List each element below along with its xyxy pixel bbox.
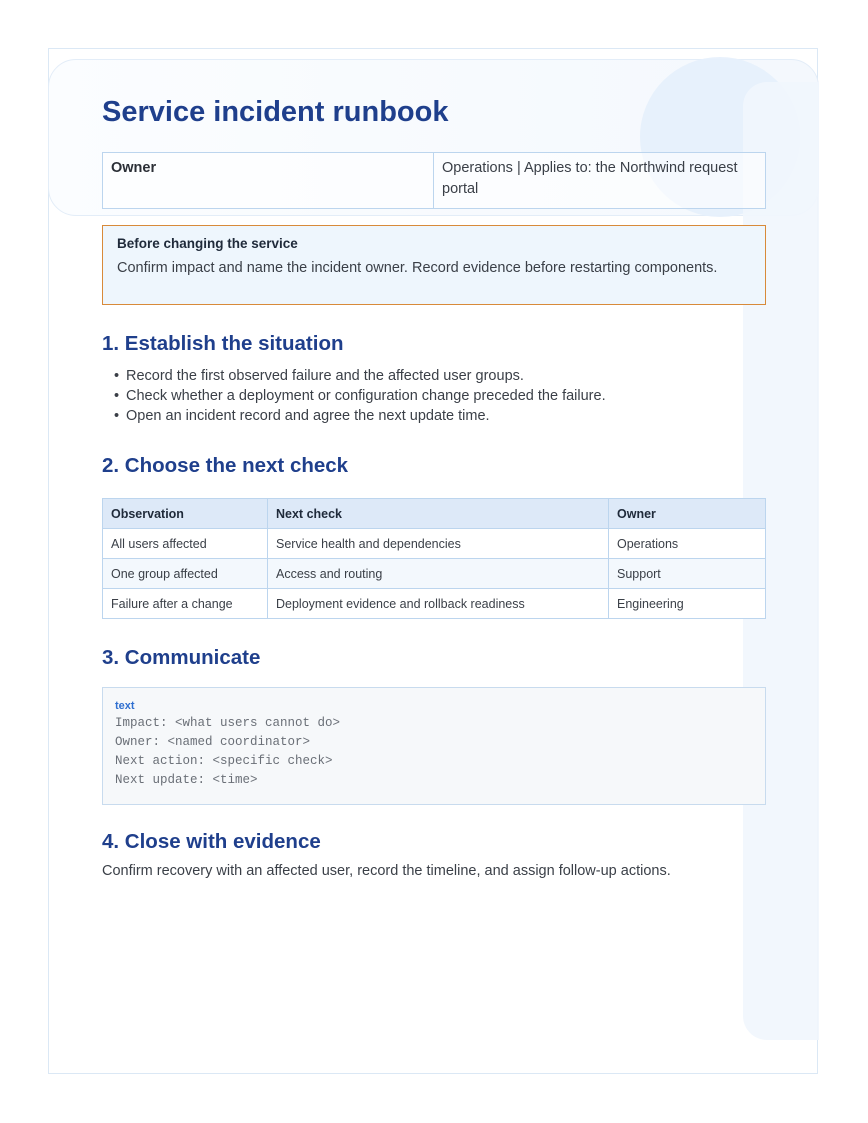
column-header-next-check: Next check xyxy=(268,499,609,529)
callout-title: Before changing the service xyxy=(117,236,298,251)
section-heading-choose: 2. Choose the next check xyxy=(102,454,349,477)
section-heading-close: 4. Close with evidence xyxy=(102,830,321,853)
code-block[interactable] xyxy=(102,687,766,805)
table-row xyxy=(103,559,766,589)
list-item: • Open an incident record and agree the next update time. xyxy=(126,406,606,426)
meta-table xyxy=(102,152,766,209)
table-row xyxy=(103,529,766,559)
column-header-owner: Owner xyxy=(609,499,766,529)
meta-row xyxy=(103,153,766,209)
meta-owner-label: Owner xyxy=(103,153,434,209)
code-line: Next action: <specific check> xyxy=(115,754,333,768)
meta-owner-value: Operations | Applies to: the Northwind request portal xyxy=(434,153,766,209)
code-line: Next update: <time> xyxy=(115,773,258,787)
table-cell: Operations xyxy=(609,529,766,559)
code-line: Impact: <what users cannot do> xyxy=(115,716,341,730)
code-content[interactable] xyxy=(115,714,753,790)
closing-paragraph: Confirm recovery with an affected user, record the timeline, and assign follow-up actions. xyxy=(102,863,671,879)
table-cell: Support xyxy=(609,559,766,589)
code-language-label: text xyxy=(115,700,135,712)
table-cell: Deployment evidence and rollback readiness xyxy=(268,589,609,619)
page-title: Service incident runbook xyxy=(102,96,449,128)
list-item: • Check whether a deployment or configuration change preceded the failure. xyxy=(126,386,606,406)
column-header-observation: Observation xyxy=(103,499,268,529)
table-header-row xyxy=(103,499,766,529)
table-cell: Engineering xyxy=(609,589,766,619)
table-cell: All users affected xyxy=(103,529,268,559)
table-cell: Access and routing xyxy=(268,559,609,589)
section-heading-establish: 1. Establish the situation xyxy=(102,332,344,355)
next-check-table xyxy=(102,498,766,619)
section-heading-communicate: 3. Communicate xyxy=(102,646,261,669)
table-cell: One group affected xyxy=(103,559,268,589)
table-row xyxy=(103,589,766,619)
table-cell: Service health and dependencies xyxy=(268,529,609,559)
code-line: Owner: <named coordinator> xyxy=(115,735,311,749)
callout-body: Confirm impact and name the incident owner. Record evidence before restarting components. xyxy=(117,260,718,276)
establish-list xyxy=(102,366,606,426)
table-cell: Failure after a change xyxy=(103,589,268,619)
list-item: • Record the first observed failure and the affected user groups. xyxy=(126,366,606,386)
warning-callout xyxy=(102,225,766,305)
